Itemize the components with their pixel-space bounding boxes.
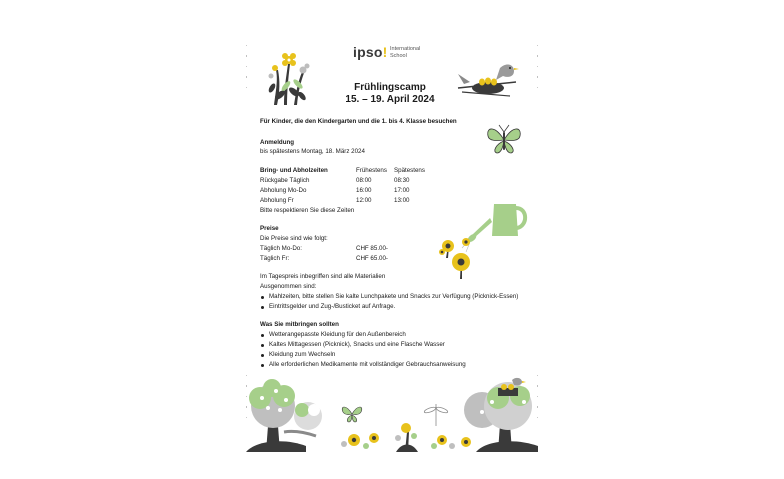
list-item: Kaltes Mittagessen (Picknick), Snacks und eine Flasche Wasser: [260, 340, 540, 350]
registration-deadline: bis spätestens Montag, 18. März 2024: [260, 148, 365, 155]
registration-heading: Anmeldung: [260, 139, 295, 146]
times-row-label: Rückgabe Täglich: [260, 177, 310, 184]
school-logo: [353, 44, 421, 62]
logo-brand: ipso: [353, 44, 383, 60]
prices-notes: [260, 272, 540, 312]
times-table: [260, 166, 480, 216]
small-flowers-left: [341, 433, 379, 449]
small-butterfly: [342, 407, 362, 422]
bring-heading: Was Sie mitbringen sollten: [260, 321, 339, 328]
times-row: [260, 176, 480, 186]
left-tree: [246, 379, 322, 452]
prices-included: Im Tagespreis inbegriffen sind alle Materialien: [260, 273, 386, 280]
butterfly-illustration: [484, 124, 524, 156]
prices-section: [260, 224, 460, 264]
intro-text: Für Kinder, die den Kindergarten und die 1. bis 4. Klasse besuchen: [260, 118, 457, 125]
price-value: CHF 85.00-: [356, 245, 388, 252]
logo-sub-line1: International: [390, 46, 421, 52]
times-heading: Bring- und Abholzeiten: [260, 167, 328, 174]
times-row-latest: 08:30: [394, 177, 410, 184]
bring-list: [260, 330, 540, 370]
logo-subtitle: [390, 46, 450, 60]
dragonfly: [424, 404, 449, 426]
prices-exceptions-list: [260, 292, 540, 312]
times-row-label: Abholung Mo-Do: [260, 187, 307, 194]
bird-nest-illustration: [456, 62, 522, 98]
times-col-latest: Spätestens: [394, 167, 425, 174]
times-row-latest: 13:00: [394, 197, 410, 204]
times-row: [260, 196, 480, 206]
list-item: Kleidung zum Wechseln: [260, 350, 540, 360]
small-flowers-right: [431, 435, 455, 449]
times-row-earliest: 16:00: [356, 187, 372, 194]
prices-heading: Preise: [260, 225, 279, 232]
bring-section: [260, 320, 540, 370]
logo-exclamation: !: [382, 44, 388, 60]
prices-intro: Die Preise sind wie folgt:: [260, 235, 328, 242]
title-line1: Frühlingscamp: [354, 82, 426, 93]
right-tree: [461, 378, 538, 452]
price-row: [260, 254, 460, 264]
times-row-earliest: 12:00: [356, 197, 372, 204]
times-note: Bitte respektieren Sie diese Zeiten: [260, 207, 355, 214]
price-value: CHF 65.00-: [356, 255, 388, 262]
times-row-earliest: 08:00: [356, 177, 372, 184]
list-item: Alle erforderlichen Medikamente mit vollständiger Gebrauchsanweisung: [260, 360, 540, 370]
right-margin-dots-top: [537, 45, 539, 97]
bottom-garden-illustration: [246, 376, 538, 452]
logo-sub-line2: School: [390, 53, 407, 59]
price-label: Täglich Mo-Do:: [260, 245, 302, 252]
left-margin-dots-top: [246, 45, 248, 97]
list-item: Eintrittsgelder und Zug-/Busticket auf Anfrage.: [260, 302, 540, 312]
times-row: [260, 186, 480, 196]
list-item: Mahlzeiten, bitte stellen Sie kalte Lunchpakete und Snacks zur Verfügung (Picknick-Essen): [260, 292, 540, 302]
flower-bunch-center: [395, 423, 418, 452]
price-label: Täglich Fr:: [260, 255, 290, 262]
times-row-latest: 17:00: [394, 187, 410, 194]
times-header-row: [260, 166, 480, 176]
times-row-label: Abholung Fr: [260, 197, 294, 204]
page-title: [300, 82, 480, 106]
prices-except: Ausgenommen sind:: [260, 283, 317, 290]
times-col-earliest: Frühestens: [356, 167, 387, 174]
list-item: Wetterangepasste Kleidung für den Außenbereich: [260, 330, 540, 340]
title-line2: 15. – 19. April 2024: [345, 94, 435, 105]
price-row: [260, 244, 460, 254]
